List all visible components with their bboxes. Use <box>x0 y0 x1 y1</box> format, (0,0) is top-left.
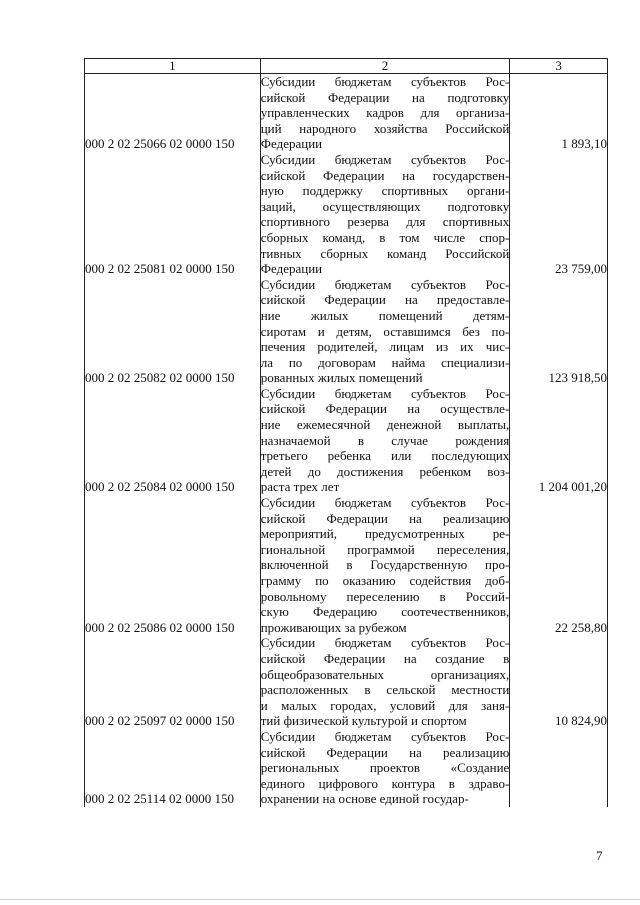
income-name-line: Субсидии бюджетам субъектов Рос- <box>260 728 510 744</box>
income-name-line: грамму по оказанию содействия доб- <box>260 573 510 588</box>
income-name-line: Субсидии бюджетам субъектов Рос- <box>260 635 510 651</box>
amount-cell <box>510 729 608 807</box>
income-name-line: Субсидии бюджетам субъектов Рос- <box>260 151 510 167</box>
budget-code-cell: 000 2 02 25114 02 0000 150 <box>85 729 261 807</box>
income-name-line: гиональной программой переселения, <box>260 541 510 557</box>
amount-cell: 23 759,00 <box>510 152 608 277</box>
income-name-line: ние жилых помещений детям- <box>260 307 510 323</box>
income-name-line: мероприятий, предусмотренных ре- <box>260 526 510 542</box>
budget-code-cell: 000 2 02 25081 02 0000 150 <box>85 152 261 277</box>
income-name-line: единого цифрового контура в здраво- <box>260 775 510 791</box>
budget-code-cell: 000 2 02 25086 02 0000 150 <box>85 495 261 635</box>
amount-cell: 1 204 001,20 <box>510 386 608 495</box>
income-name-line: общеобразовательных организациях, <box>260 666 510 682</box>
income-name-line: ровольному переселению в Россий- <box>260 588 510 604</box>
income-name-cell <box>260 152 510 277</box>
amount-cell: 1 893,10 <box>510 74 608 152</box>
page-bottom-edge <box>0 899 640 900</box>
income-name-cell <box>260 635 510 729</box>
income-name-line: проживающих за рубежом <box>260 619 407 635</box>
income-name-line: тивных сборных команд Российской <box>260 245 510 261</box>
table-row <box>85 635 608 729</box>
budget-code-cell: 000 2 02 25082 02 0000 150 <box>85 277 261 386</box>
income-name-line: сийской Федерации на реализацию <box>260 744 510 760</box>
table-row <box>85 386 608 495</box>
income-name-line: третьего ребенка или последующих <box>260 448 510 464</box>
income-name-cell <box>260 277 510 386</box>
budget-code-cell: 000 2 02 25097 02 0000 150 <box>85 635 261 729</box>
amount-cell: 123 918,50 <box>510 277 608 386</box>
income-name-line: сиротам и детям, оставшимся без по- <box>260 323 510 339</box>
table-row <box>85 152 608 277</box>
income-name-line: Субсидии бюджетам субъектов Рос- <box>260 276 510 292</box>
amount-cell: 22 258,80 <box>510 495 608 635</box>
page-number: 7 <box>596 848 603 863</box>
income-name-line: региональных проектов «Создание <box>260 760 510 776</box>
income-name-line: Субсидии бюджетам субъектов Рос- <box>260 74 510 89</box>
income-name-cell <box>260 495 510 635</box>
income-name-line: сийской Федерации на государствен- <box>260 167 510 183</box>
income-name-line: расположенных в сельской местности <box>260 682 510 698</box>
header-column-1: 1 <box>85 59 261 74</box>
income-name-line: сборных команд, в том числе спор- <box>260 229 510 245</box>
income-name-line: и малых городах, условий для заня- <box>260 697 510 713</box>
amount-cell: 10 824,90 <box>510 635 608 729</box>
income-name-line: назначаемой в случае рождения <box>260 432 510 448</box>
income-name-line: скую Федерацию соотечественников, <box>260 604 510 620</box>
income-name-line: сийской Федерации на реализацию <box>260 510 510 526</box>
income-name-line: раста трех лет <box>260 479 340 495</box>
income-name-line: тий физической культурой и спортом <box>260 713 467 729</box>
budget-code-cell: 000 2 02 25084 02 0000 150 <box>85 386 261 495</box>
income-name-cell <box>260 729 510 807</box>
income-name-line: сийской Федерации на создание в <box>260 650 510 666</box>
income-name-line: сийской Федерации на осуществле- <box>260 401 510 417</box>
income-name-cell <box>260 74 510 152</box>
table-body <box>85 74 608 807</box>
income-name-line: управленческих кадров для организа- <box>260 105 510 121</box>
table-row <box>85 277 608 386</box>
income-name-cell <box>260 386 510 495</box>
income-name-line: ную поддержку спортивных органи- <box>260 183 510 199</box>
income-name-line: охранении на основе единой государ- <box>260 791 469 807</box>
income-name-line: печения родителей, лицам из их чис- <box>260 339 510 355</box>
income-name-line: ла по договорам найма специализи- <box>260 354 510 370</box>
income-name-line: Федерации <box>260 136 323 152</box>
income-name-line: детей до достижения ребенком воз- <box>260 463 510 479</box>
budget-code-cell: 000 2 02 25066 02 0000 150 <box>85 74 261 152</box>
table-header-row <box>85 59 608 74</box>
income-name-line: Федерации <box>260 261 323 277</box>
income-name-line: рованных жилых помещений <box>260 370 423 386</box>
income-name-line: Субсидии бюджетам субъектов Рос- <box>260 495 510 511</box>
header-column-3: 3 <box>510 59 608 74</box>
income-name-line: Субсидии бюджетам субъектов Рос- <box>260 385 510 401</box>
income-name-line: спортивного резерва для спортивных <box>260 214 510 230</box>
header-column-2: 2 <box>260 59 510 74</box>
income-name-line: заций, осуществляющих подготовку <box>260 198 510 214</box>
income-name-line: включенной в Государственную про- <box>260 557 510 573</box>
income-name-line: ций народного хозяйства Российской <box>260 120 510 136</box>
table-row <box>85 74 608 152</box>
table-row <box>85 495 608 635</box>
income-name-line: сийской Федерации на подготовку <box>260 89 510 105</box>
income-name-line: ние ежемесячной денежной выплаты, <box>260 417 510 433</box>
income-name-line: сийской Федерации на предоставле- <box>260 292 510 308</box>
table-row <box>85 729 608 807</box>
budget-table <box>84 58 608 807</box>
